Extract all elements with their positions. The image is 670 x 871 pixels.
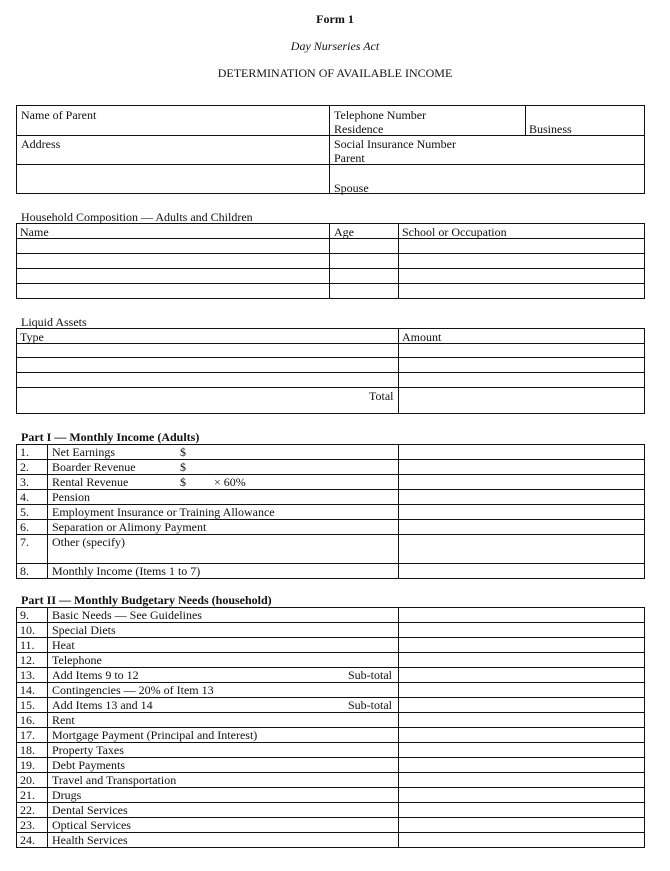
part2-item-label: Health Services <box>52 833 128 847</box>
part2-item-label: Telephone <box>52 653 102 667</box>
part2-item-num: 17. <box>20 728 35 742</box>
residence-label: Residence <box>334 122 384 136</box>
sin-spouse-label: Spouse <box>334 181 369 195</box>
business-label: Business <box>529 122 572 136</box>
part2-item-label: Add Items 13 and 14 <box>52 698 153 712</box>
part2-item-num: 18. <box>20 743 35 757</box>
part2-item-num: 16. <box>20 713 35 727</box>
telephone-label: Telephone Number <box>334 108 427 122</box>
part2-item-num: 20. <box>20 773 35 787</box>
part2-item-num: 12. <box>20 653 35 667</box>
dollar-sign: $ <box>180 460 186 474</box>
part2-item-num: 22. <box>20 803 35 817</box>
parent-name-label: Name of Parent <box>21 108 97 122</box>
part2-item-label: Drugs <box>52 788 82 802</box>
part1-item-num: 5. <box>20 505 29 519</box>
part1-item-num: 8. <box>20 564 29 578</box>
household-header-age: Age <box>334 225 354 239</box>
assets-total-label: Total <box>369 389 394 403</box>
sin-label: Social Insurance Number <box>334 137 456 151</box>
part2-item-label: Dental Services <box>52 803 128 817</box>
part2-item-num: 14. <box>20 683 35 697</box>
household-header-name: Name <box>20 225 49 239</box>
part2-item-num: 11. <box>20 638 35 652</box>
part2-item-num: 24. <box>20 833 35 847</box>
part1-item-label: Employment Insurance or Training Allowance <box>52 505 275 519</box>
part2-item-label: Contingencies — 20% of Item 13 <box>52 683 214 697</box>
part1-item-label: Separation or Alimony Payment <box>52 520 207 534</box>
part1-item-num: 1. <box>20 445 29 459</box>
part2-item-num: 23. <box>20 818 35 832</box>
part1-item-label: Net Earnings <box>52 445 115 459</box>
part1-item-num: 7. <box>20 535 29 549</box>
part2-item-label: Debt Payments <box>52 758 125 772</box>
part1-item-label: Rental Revenue <box>52 475 129 489</box>
part2-item-label: Special Diets <box>52 623 116 637</box>
part2-item-label: Mortgage Payment (Principal and Interest) <box>52 728 258 742</box>
part2-item-label: Add Items 9 to 12 <box>52 668 139 682</box>
part1-item-num: 6. <box>20 520 29 534</box>
part2-item-label: Heat <box>52 638 75 652</box>
part1-item-label: Pension <box>52 490 91 504</box>
part2-item-num: 9. <box>20 608 29 622</box>
act-name: Day Nurseries Act <box>290 39 380 53</box>
address-label: Address <box>21 137 61 151</box>
household-header-occupation: School or Occupation <box>402 225 507 239</box>
part1-item-label: Boarder Revenue <box>52 460 136 474</box>
part1-item-num: 2. <box>20 460 29 474</box>
household-title: Household Composition — Adults and Children <box>21 210 253 224</box>
part2-item-num: 21. <box>20 788 35 802</box>
part2-item-label: Optical Services <box>52 818 131 832</box>
part1-item-label: Monthly Income (Items 1 to 7) <box>52 564 201 578</box>
assets-header-amount: Amount <box>402 330 442 344</box>
rental-multiplier: × 60% <box>214 475 246 489</box>
part2-item-num: 10. <box>20 623 35 637</box>
part1-title: Part I — Monthly Income (Adults) <box>21 430 200 444</box>
liquid-assets-title: Liquid Assets <box>21 315 87 329</box>
part2-item-num: 13. <box>20 668 35 682</box>
dollar-sign: $ <box>180 445 186 459</box>
part1-item-num: 3. <box>20 475 29 489</box>
sin-parent-label: Parent <box>334 151 365 165</box>
form-number: Form 1 <box>316 12 354 26</box>
assets-header-type: Type <box>20 330 44 344</box>
subtotal-label: Sub-total <box>348 698 392 712</box>
part2-item-label: Rent <box>52 713 75 727</box>
part2-item-num: 15. <box>20 698 35 712</box>
part2-item-label: Property Taxes <box>52 743 124 757</box>
dollar-sign: $ <box>180 475 186 489</box>
page-title: DETERMINATION OF AVAILABLE INCOME <box>217 66 453 80</box>
part1-item-label: Other (specify) <box>52 535 125 549</box>
part1-item-num: 4. <box>20 490 29 504</box>
part2-title: Part II — Monthly Budgetary Needs (household) <box>21 593 272 607</box>
part2-item-num: 19. <box>20 758 35 772</box>
part2-item-label: Travel and Transportation <box>52 773 177 787</box>
part2-item-label: Basic Needs — See Guidelines <box>52 608 202 622</box>
subtotal-label: Sub-total <box>348 668 392 682</box>
